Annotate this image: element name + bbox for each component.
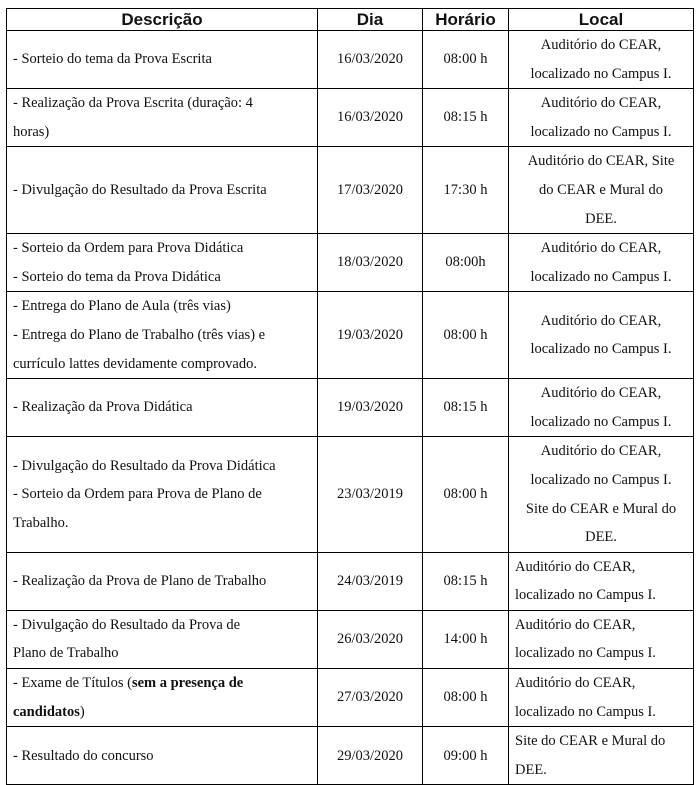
description-line: - Realização da Prova Didática xyxy=(13,399,193,416)
description-line: - Sorteio da Ordem para Prova de Plano de xyxy=(13,486,262,503)
description-cell xyxy=(7,727,318,785)
local-line: Auditório do CEAR, xyxy=(515,558,636,575)
description-line: - Resultado do concurso xyxy=(13,747,154,764)
local-line: localizado no Campus I. xyxy=(530,413,672,430)
table-row xyxy=(7,292,694,379)
table-row xyxy=(7,727,694,785)
table-row xyxy=(7,31,694,89)
time-cell: 14:00 h xyxy=(423,610,509,668)
local-line: Site do CEAR e Mural do xyxy=(525,500,677,517)
local-line: DEE. xyxy=(515,761,547,778)
table-row xyxy=(7,147,694,234)
description-line: - Realização da Prova de Plano de Trabalho xyxy=(13,572,267,589)
description-text: - Exame de Títulos ( xyxy=(13,675,132,692)
description-cell xyxy=(7,552,318,610)
header-horario: Horário xyxy=(423,9,509,31)
table-row xyxy=(7,89,694,147)
description-cell xyxy=(7,669,318,727)
description-cell xyxy=(7,234,318,292)
time-cell: 08:00 h xyxy=(423,437,509,552)
description-cell xyxy=(7,610,318,668)
description-line xyxy=(13,698,311,727)
header-row xyxy=(7,9,694,31)
description-cell xyxy=(7,31,318,89)
description-line: Trabalho. xyxy=(13,514,69,531)
local-line: Auditório do CEAR, xyxy=(540,312,662,329)
time-cell: 08:00 h xyxy=(423,31,509,89)
time-cell: 08:15 h xyxy=(423,379,509,437)
description-cell xyxy=(7,89,318,147)
description-line: - Sorteio do tema da Prova Escrita xyxy=(13,51,212,68)
day-cell: 16/03/2020 xyxy=(318,89,423,147)
local-line: localizado no Campus I. xyxy=(515,587,656,604)
day-cell: 19/03/2020 xyxy=(318,292,423,379)
description-cell xyxy=(7,292,318,379)
local-cell xyxy=(509,147,694,234)
day-cell: 27/03/2020 xyxy=(318,669,423,727)
local-cell xyxy=(509,727,694,785)
local-line: Auditório do CEAR, xyxy=(540,385,662,402)
local-line: localizado no Campus I. xyxy=(530,123,672,140)
description-line: Plano de Trabalho xyxy=(13,645,119,662)
description-line: - Sorteio da Ordem para Prova Didática xyxy=(13,240,244,257)
description-text: ) xyxy=(79,703,85,720)
table-row xyxy=(7,234,694,292)
time-cell: 17:30 h xyxy=(423,147,509,234)
time-cell: 08:00h xyxy=(423,234,509,292)
local-line: Auditório do CEAR, xyxy=(540,443,662,460)
description-line: - Sorteio do tema da Prova Didática xyxy=(13,268,221,285)
local-line: DEE. xyxy=(585,529,617,546)
description-line: - Divulgação do Resultado da Prova Didática xyxy=(13,457,276,474)
local-line: localizado no Campus I. xyxy=(530,341,672,358)
description-line: - Entrega do Plano de Trabalho (três vias) e xyxy=(13,326,266,343)
time-cell: 08:00 h xyxy=(423,292,509,379)
table-row xyxy=(7,669,694,727)
local-cell xyxy=(509,669,694,727)
local-line: localizado no Campus I. xyxy=(530,65,672,82)
header-descricao: Descrição xyxy=(7,9,318,31)
local-cell xyxy=(509,89,694,147)
local-cell xyxy=(509,292,694,379)
local-line: Auditório do CEAR, xyxy=(515,675,636,692)
description-line: - Realização da Prova Escrita (duração: 4 xyxy=(13,95,253,112)
local-line: Auditório do CEAR, xyxy=(540,37,662,53)
local-line: localizado no Campus I. xyxy=(515,645,656,662)
description-line: - Entrega do Plano de Aula (três vias) xyxy=(13,298,231,315)
day-cell: 24/03/2019 xyxy=(318,552,423,610)
local-cell xyxy=(509,610,694,668)
local-line: Site do CEAR e Mural do xyxy=(515,733,666,750)
local-line: Auditório do CEAR, Site xyxy=(527,153,675,170)
description-bold-text: sem a presença de xyxy=(131,675,244,692)
schedule-body xyxy=(7,31,694,785)
local-cell xyxy=(509,552,694,610)
local-cell xyxy=(509,379,694,437)
day-cell: 19/03/2020 xyxy=(318,379,423,437)
description-line xyxy=(13,669,311,698)
local-line: Auditório do CEAR, xyxy=(540,95,662,112)
day-cell: 23/03/2019 xyxy=(318,437,423,552)
local-cell xyxy=(509,437,694,552)
description-line: - Divulgação do Resultado da Prova Escrita xyxy=(13,181,267,198)
local-line: localizado no Campus I. xyxy=(530,471,672,488)
time-cell: 08:15 h xyxy=(423,89,509,147)
description-line: currículo lattes devidamente comprovado. xyxy=(13,355,257,372)
description-line: horas) xyxy=(13,123,50,140)
table-row xyxy=(7,379,694,437)
day-cell: 26/03/2020 xyxy=(318,610,423,668)
local-line: Auditório do CEAR, xyxy=(540,240,662,257)
day-cell: 16/03/2020 xyxy=(318,31,423,89)
day-cell: 18/03/2020 xyxy=(318,234,423,292)
description-bold-text: candidatos xyxy=(13,703,80,720)
time-cell: 09:00 h xyxy=(423,727,509,785)
local-line: localizado no Campus I. xyxy=(530,268,672,285)
local-line: DEE. xyxy=(585,210,617,227)
local-line: Auditório do CEAR, xyxy=(515,616,636,633)
description-cell xyxy=(7,147,318,234)
time-cell: 08:15 h xyxy=(423,552,509,610)
local-cell xyxy=(509,31,694,89)
table-row xyxy=(7,437,694,552)
header-dia: Dia xyxy=(318,9,423,31)
day-cell: 29/03/2020 xyxy=(318,727,423,785)
day-cell: 17/03/2020 xyxy=(318,147,423,234)
header-local: Local xyxy=(509,9,694,31)
time-cell: 08:00 h xyxy=(423,669,509,727)
description-cell xyxy=(7,379,318,437)
description-line: - Divulgação do Resultado da Prova de xyxy=(13,616,241,633)
schedule-table xyxy=(6,8,694,785)
local-line: localizado no Campus I. xyxy=(515,703,656,720)
table-row xyxy=(7,552,694,610)
description-cell xyxy=(7,437,318,552)
local-line: do CEAR e Mural do xyxy=(538,181,664,198)
table-row xyxy=(7,610,694,668)
local-cell xyxy=(509,234,694,292)
